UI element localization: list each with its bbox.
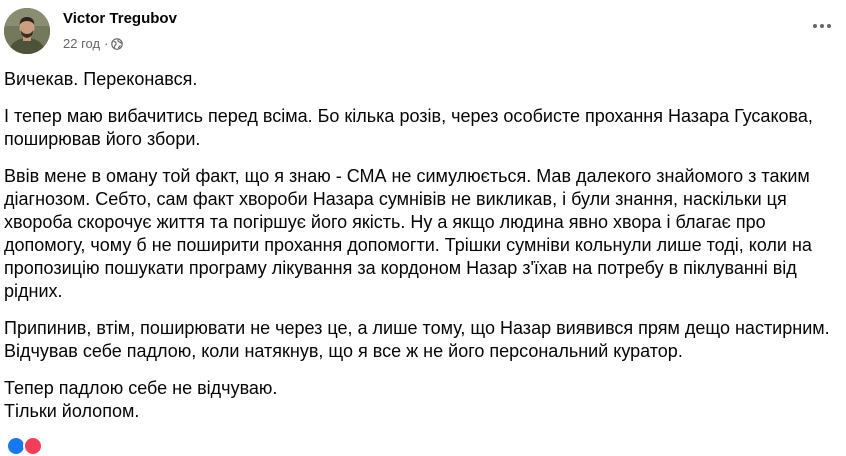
post-paragraph-3: Ввів мене в оману той факт, що я знаю - СМА не симулюється. Мав далекого знайомого з таким діагнозом. Себто, сам факт хвороби Назара сумнівів не викликав, і були знання, наскільки ця хвороба скорочує життя та погіршує його якість. Ну а якщо людина явно хвора і благає про допомогу, чому б не поширити прохання допомогти. Трішки сумніви кольнули лише тоді, коли на пропозицію пошукати програму лікування за кордоном Назар з'їхав на потребу в піклуванні від рідних. bbox=[4, 166, 812, 301]
meta-separator: · bbox=[104, 36, 109, 51]
avatar-image bbox=[4, 8, 50, 54]
post-paragraph-1: Вичекав. Переконався. bbox=[4, 69, 198, 89]
post-body bbox=[4, 68, 840, 437]
post-paragraph-2: І тепер маю вибачитись перед всіма. Бо кілька розів, через особисте прохання Назара Гусакова, поширював його збори. bbox=[4, 106, 813, 149]
love-reaction-icon bbox=[23, 436, 43, 456]
post-header bbox=[63, 9, 177, 52]
profile-avatar[interactable] bbox=[4, 8, 50, 54]
more-options-icon bbox=[812, 23, 832, 29]
post-timestamp[interactable]: 22 год bbox=[63, 36, 101, 51]
more-options-button[interactable] bbox=[808, 16, 836, 36]
reaction-summary[interactable] bbox=[6, 436, 40, 456]
post-paragraph-5: Тепер падлою себе не відчуваю. Тільки йолопом. bbox=[4, 378, 278, 421]
post-meta bbox=[63, 36, 177, 52]
author-name[interactable]: Victor Tregubov bbox=[63, 10, 177, 27]
globe-icon[interactable] bbox=[111, 38, 123, 50]
post-paragraph-4: Припинив, втім, поширювати не через це, а лише тому, що Назар виявився прям дещо настирним. Відчував себе падлою, коли натякнув, що я все ж не його персональний куратор. bbox=[4, 318, 830, 361]
